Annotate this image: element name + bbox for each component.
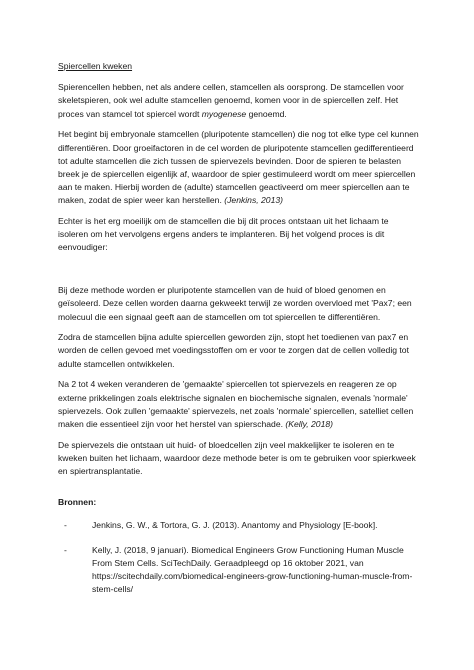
paragraph-embryonale-stamcellen: Het begint bij embryonale stamcellen (pluripotente stamcellen) die nog tot elke type cel kunnen differentiëren. Door groeifactoren in de cel worden de pluripotente stamcellen gedifferentieerd tot adulte stamcellen die zich tussen de spiervezels bevinden. Door de spieren te belasten breek je de spiercellen eigenlijk af, waardoor de spier gestimuleerd wordt om meer spiercellen aan te maken. Hierbij worden de (adulte) stamcellen geactiveerd om meer spiercellen aan te maken, zodat de spier weer kan herstellen. (Jenkins, 2013): [58, 129, 419, 206]
paragraph-conclusie: De spiervezels die ontstaan uit huid- of bloedcellen zijn veel makkelijker te isoleren en te kweken buiten het lichaam, waardoor deze methode beter is om te gebruiken voor spierkweek en spiertransplantatie.: [58, 439, 416, 477]
list-dash: -: [64, 544, 67, 555]
blank-space: [58, 262, 420, 284]
paragraph-myogenese: Spierencellen hebben, net als andere cellen, stamcellen als oorsprong. De stamcellen voor skeletspieren, ook wel adulte stamcellen genoemd, komen voor in de spiercellen zelf. Het proces van stamcel tot spiercel wordt myogenese genoemd.: [58, 82, 404, 119]
paragraph-isolatie: Echter is het erg moeilijk om de stamcellen die bij dit proces ontstaan uit het lichaam te isoleren om het vervolgens ergens anders te implanteren. Bij het volgend proces is dit eenvoudiger:: [58, 216, 389, 253]
list-dash: -: [64, 520, 67, 531]
source-item: - Kelly, J. (2018, 9 januari). Biomedical Engineers Grow Functioning Human Muscle From Stem Cells. SciTechDaily. Geraadpleegd op 16 oktober 2021, van https://scitechdaily.com/biomedical-engineers-grow-functioning-human-muscle-from-stem-cells/: [64, 544, 413, 595]
paragraph-methode: Bij deze methode worden er pluripotente stamcellen van de huid of bloed genomen en geïsoleerd. Deze cellen worden daarna gekweekt terwijl ze worden overvloed met 'Pax7; een molecuul die een signaal geeft aan de stamcellen om tot spiercellen te differentiëren.: [58, 285, 412, 322]
document-page: [58, 60, 420, 608]
document-title: Spiercellen kweken: [58, 61, 133, 71]
sources-heading: Bronnen:: [58, 497, 97, 508]
paragraph-spiervezels: Na 2 tot 4 weken veranderen de 'gemaakte' spiercellen tot spiervezels en reageren ze op externe prikkelingen zoals elektrische signalen en biochemische signalen, evenals 'normale' spiervezels. Ook zullen 'gemaakte' spiervezels, net zoals 'normale' spiercellen, satelliet cellen maken die essentieel zijn voor het herstel van spierschade. (Kelly, 2018): [58, 379, 414, 429]
source-item: - Jenkins, G. W., & Tortora, G. J. (2013). Anantomy and Physiology [E-book].: [58, 519, 420, 532]
sources-list: [58, 519, 420, 596]
paragraph-pax7: Zodra de stamcellen bijna adulte spiercellen geworden zijn, stopt het toedienen van pax7 en worden de cellen gevoed met voedingsstoffen om er voor te zorgen dat de cellen volledig tot adulte stamcellen ontwikkelen.: [58, 332, 409, 369]
